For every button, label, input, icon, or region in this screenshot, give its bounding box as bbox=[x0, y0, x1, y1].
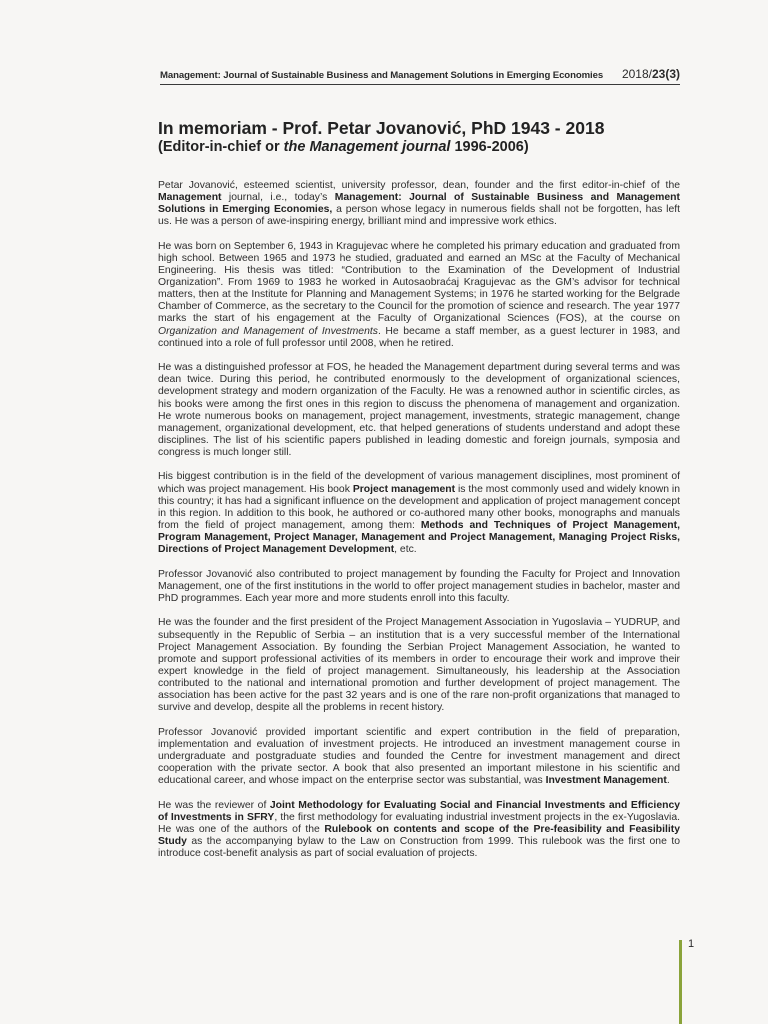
paragraph bbox=[158, 471, 680, 556]
paragraph bbox=[158, 241, 680, 350]
issue-volume: 23(3) bbox=[651, 67, 680, 81]
bold-text: Rulebook on contents and scope of the Pre-feasibility and Feasibility Study bbox=[158, 823, 681, 847]
paragraph-text: He was born on September 6, 1943 in Kragujevac where he completed his primary education and graduated from high school. Between 1965 and 1973 he studied, graduated and earned an MSc at the Faculty of Mechanical Engineering. His thesis was titled: “Contribution to the Examination of the Development of Industrial Organization”. From 1969 to 1983 he worked in Autosaobraćaj Kragujevac as the GM’s advisor for technical matters, then at the Institute for Planning and Management Systems; in 1976 he started working for the Belgrade Chamber of Commerce, as the secretary to the Council for the promotion of science and research. The year 1977 marks the start of his engagement at the Faculty of Organizational Sciences (FOS), at the course on bbox=[158, 240, 680, 325]
journal-name: Management: Journal of Sustainable Business and Management Solutions in Emerging Economies bbox=[160, 70, 604, 81]
italic-text: Organization and Management of Investments bbox=[158, 325, 378, 337]
paragraph-text: a person whose legacy in numerous fields shall not be forgotten, has left us. He was a person of awe-inspiring energy, brilliant mind and impressive work ethics. bbox=[158, 204, 681, 228]
paragraph-text: Petar Jovanović, esteemed scientist, university professor, dean, founder and the first editor-in-chief of the bbox=[158, 180, 680, 191]
article-title: In memoriam - Prof. Petar Jovanović, PhD 1943 - 2018 bbox=[158, 118, 605, 138]
paragraph-text: . He became a staff member, as a guest lecturer in 1983, and continued into a role of full professor until 2008, when he retired. bbox=[158, 325, 680, 349]
article-body bbox=[158, 180, 680, 873]
running-header bbox=[160, 67, 680, 85]
paragraph-text: Professor Jovanović provided important scientific and expert contribution in the field of preparation, implementation and evaluation of investment projects. He introduced an investment management course in undergraduate and postgraduate studies and founded the Centre for investment management and direct cooperation with the private sector. A book that also presented an important milestone in his scientific and educational career, and whose impact on the enterprise sector was substantial, was bbox=[158, 726, 680, 787]
paragraph-text: Professor Jovanović also contributed to project management by founding the Faculty for Project and Innovation Management, one of the first institutions in the world to offer project management studies in bachelor, master and PhD programmes. Each year more and more students enroll into this faculty. bbox=[158, 568, 680, 604]
paragraph-text: , etc. bbox=[394, 544, 417, 556]
bold-text: Project management bbox=[352, 483, 456, 495]
paragraph bbox=[158, 617, 680, 714]
paragraph bbox=[158, 800, 680, 860]
issue-year: 2018/ bbox=[621, 67, 652, 81]
issue-number bbox=[622, 67, 680, 81]
bold-text: Investment Management bbox=[545, 775, 667, 787]
page-accent-bar bbox=[679, 940, 682, 1024]
paragraph-text: . bbox=[666, 775, 670, 787]
bold-text: Methods and Techniques of Project Management, Program Management, Project Manager, Management and Project Management, Managing Project Risks, Directions of Project Management Development bbox=[158, 519, 680, 556]
paragraph-text: He was the founder and the first president of the Project Management Association in Yugoslavia – YUDRUP, and subsequently in the Republic of Serbia – an institution that is a very successful member of the International Project Management Association. By founding the Serbian Project Management Association, he wanted to promote and support professional activities of its members in order to encourage their work and improve their expert knowledge in the field of project management. Simultaneously, his leadership at the Association contributed to the national and international promotion and further development of project management. The association has been active for the past 32 years and is one of the rare non-profit organizations that managed to survive and develop, despite all the problems in recent history. bbox=[158, 617, 680, 714]
paragraph-text: journal, i.e., today’s bbox=[221, 192, 335, 204]
subtitle-post: 1996-2006) bbox=[450, 139, 529, 155]
paragraph-text: His biggest contribution is in the field of the development of various management disciplines, most prominent of which was project management. His book bbox=[158, 471, 680, 495]
bold-text: Management: Journal of Sustainable Business and Management Solutions in Emerging Economies, bbox=[158, 192, 680, 216]
paragraph bbox=[158, 569, 680, 605]
paragraph bbox=[158, 180, 680, 228]
paragraph bbox=[158, 362, 680, 459]
subtitle-pre: (Editor-in-chief or bbox=[158, 139, 284, 155]
bold-text: Joint Methodology for Evaluating Social and Financial Investments and Efficiency of Investments in SFRY bbox=[158, 799, 680, 823]
paragraph-text: He was the reviewer of bbox=[158, 799, 270, 811]
article-subtitle bbox=[158, 138, 688, 156]
paragraph-text: He was a distinguished professor at FOS, he headed the Management department during several terms and was dean twice. During this period, he contributed enormously to the development of organizational sciences, development strategy and modern organization of the Faculty. He was a renowned author in scientific circles, as his books were among the first ones in this region to discuss the phenomena of management and organization. He wrote numerous books on management, project management, investments, strategic management, change management, organizational development, etc. that helped generations of students understand and adopt these disciplines. The list of his scientific papers published in leading domestic and foreign journals, symposia and congress is much longer still. bbox=[158, 362, 680, 458]
paragraph-text: is the most commonly used and widely known in this country; it has had a significant influence on the development and application of project management concept in this region. In addition to this book, he authored or co-authored many other books, monographs and manuals from the field of project management, among them: bbox=[158, 483, 680, 531]
subtitle-italic: the Management journal bbox=[283, 139, 451, 155]
paragraph-text: as the accompanying bylaw to the Law on Construction from 1999. This rulebook was the first one to introduce cost-benefit analysis as part of social evaluation of projects. bbox=[158, 835, 680, 859]
paragraph-text: , the first methodology for evaluating industrial investment projects in the ex-Yugoslavia. He was one of the authors of the bbox=[158, 811, 681, 835]
page-number: 1 bbox=[688, 938, 695, 950]
paragraph bbox=[158, 727, 680, 787]
article-title-block bbox=[158, 118, 688, 156]
bold-text: Management bbox=[158, 192, 222, 204]
